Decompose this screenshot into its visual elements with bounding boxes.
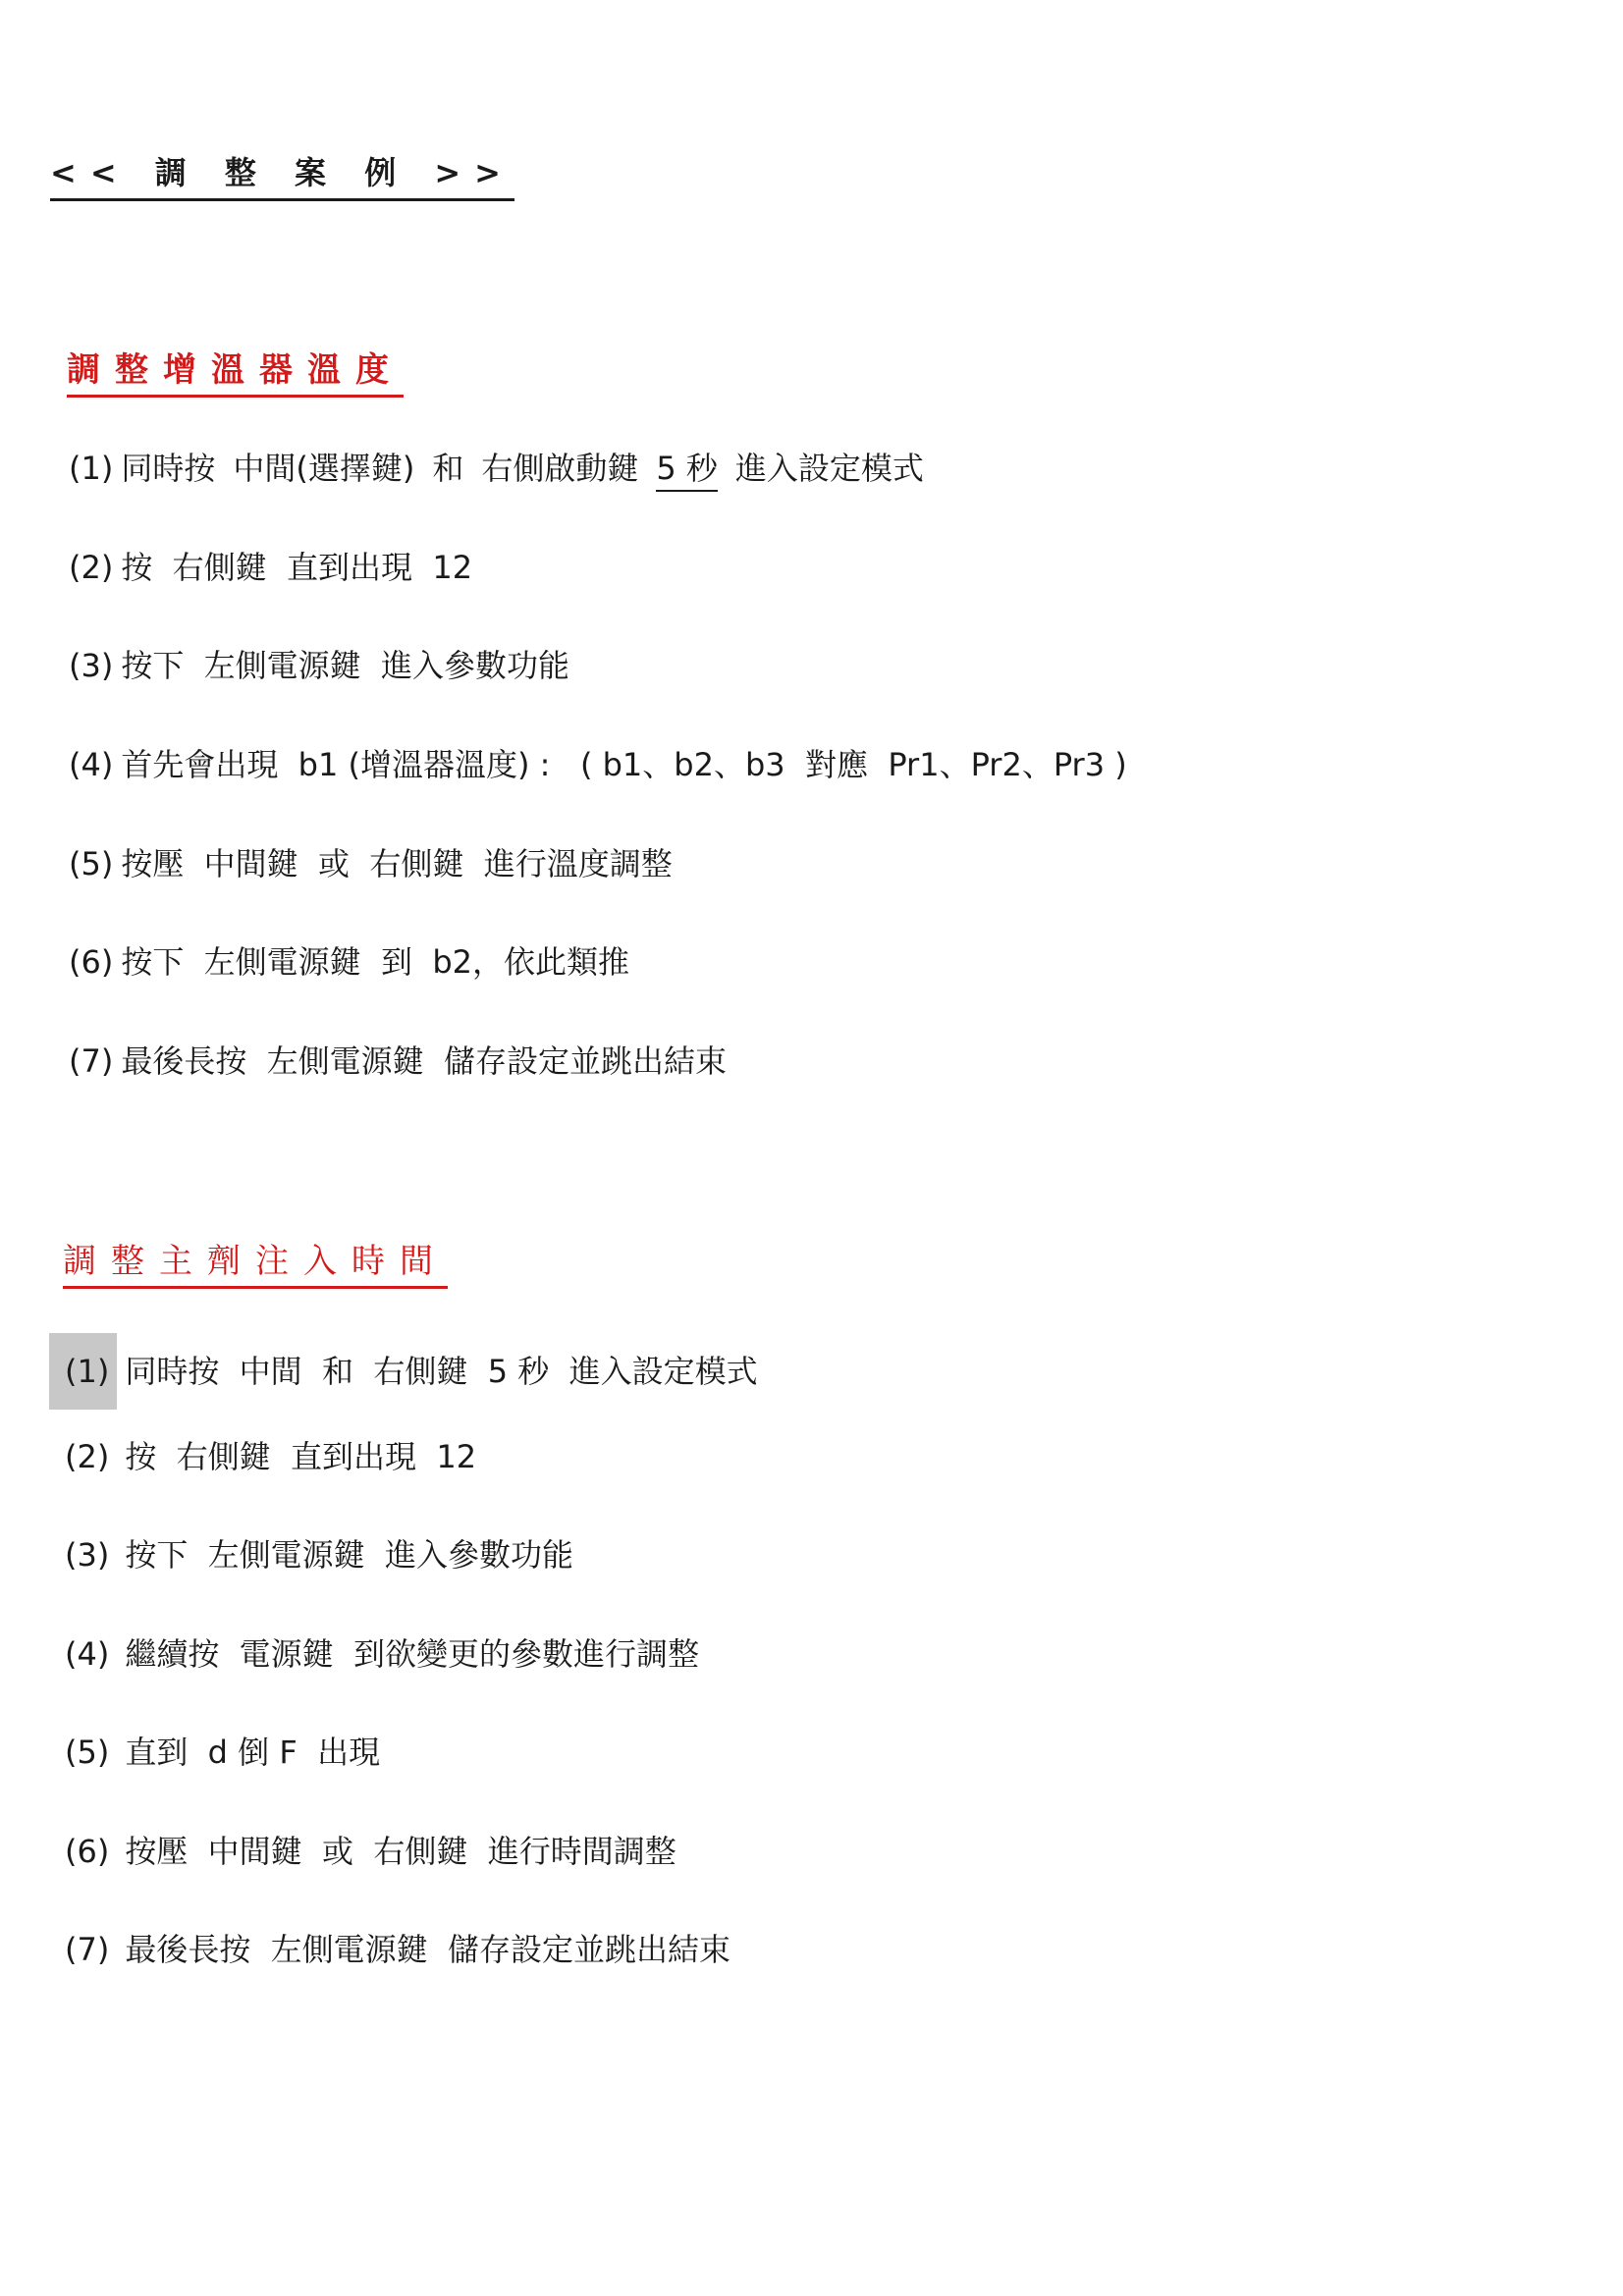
step-2-3 [65, 1530, 573, 1579]
emphasized-duration: 5 秒 [656, 450, 718, 492]
step-text: 首先會出現 b1 (增溫器溫度) : ( b1、b2、b3 對應 Pr1、Pr2、Pr3 ) [121, 746, 1127, 783]
step-number: (6) [65, 1833, 110, 1870]
step-number: (3) [69, 647, 114, 684]
step-number: (2) [69, 549, 114, 586]
step-2-7 [65, 1925, 730, 1974]
section-title-injection-time: 調整主劑注入時間 [63, 1239, 448, 1289]
step-text-part: 同時按 [121, 450, 216, 487]
step-text: 直到 d 倒 F 出現 [125, 1734, 381, 1771]
step-text-part: 和 [432, 450, 464, 487]
step-1-3 [69, 641, 569, 690]
step-number: (7) [65, 1931, 110, 1968]
step-text: 按壓 中間鍵 或 右側鍵 進行溫度調整 [121, 845, 673, 882]
page-header: << 調 整 案 例 >> [50, 149, 514, 201]
step-text-part: 右側啟動鍵 [481, 450, 639, 487]
step-2-4 [65, 1629, 699, 1679]
step-text: 按 右側鍵 直到出現 12 [121, 549, 473, 586]
step-number: (7) [69, 1042, 114, 1080]
step-number: (1) [69, 450, 114, 487]
step-2-2 [65, 1432, 476, 1481]
step-1-1 [69, 444, 924, 493]
step-text: 按壓 中間鍵 或 右側鍵 進行時間調整 [125, 1833, 676, 1870]
step-text: 最後長按 左側電源鍵 儲存設定並跳出結束 [121, 1042, 728, 1080]
step-1-6 [69, 937, 629, 987]
step-text: 同時按 中間 和 右側鍵 5 秒 進入設定模式 [125, 1353, 758, 1390]
step-text: 按 右側鍵 直到出現 12 [125, 1438, 477, 1475]
step-number: (3) [65, 1536, 110, 1574]
step-1-7 [69, 1037, 727, 1086]
step-text: 按下 左側電源鍵 到 b2，依此類推 [121, 943, 630, 981]
step-text: 按下 左側電源鍵 進入參數功能 [121, 647, 570, 684]
step-1-2 [69, 543, 472, 592]
step-number: (4) [65, 1635, 110, 1673]
step-text-part: 進入設定模式 [734, 450, 924, 487]
step-number: (2) [65, 1438, 110, 1475]
step-number: (5) [65, 1734, 110, 1771]
step-2-5 [65, 1728, 380, 1777]
section-title-heater-temperature: 調整增溫器溫度 [67, 347, 404, 398]
step-text: 最後長按 左側電源鍵 儲存設定並跳出結束 [125, 1931, 731, 1968]
step-2-1 [65, 1333, 758, 1410]
step-text: 繼續按 電源鍵 到欲變更的參數進行調整 [125, 1635, 700, 1673]
step-1-4 [69, 740, 1127, 789]
step-text: 按下 左側電源鍵 進入參數功能 [125, 1536, 574, 1574]
step-number: (4) [69, 746, 114, 783]
step-1-5 [69, 839, 673, 888]
step-text-part: 中間(選擇鍵) [233, 450, 415, 487]
step-number: (6) [69, 943, 114, 981]
step-number-highlighted: (1) [49, 1333, 117, 1410]
step-2-6 [65, 1827, 676, 1876]
step-number: (5) [69, 845, 114, 882]
